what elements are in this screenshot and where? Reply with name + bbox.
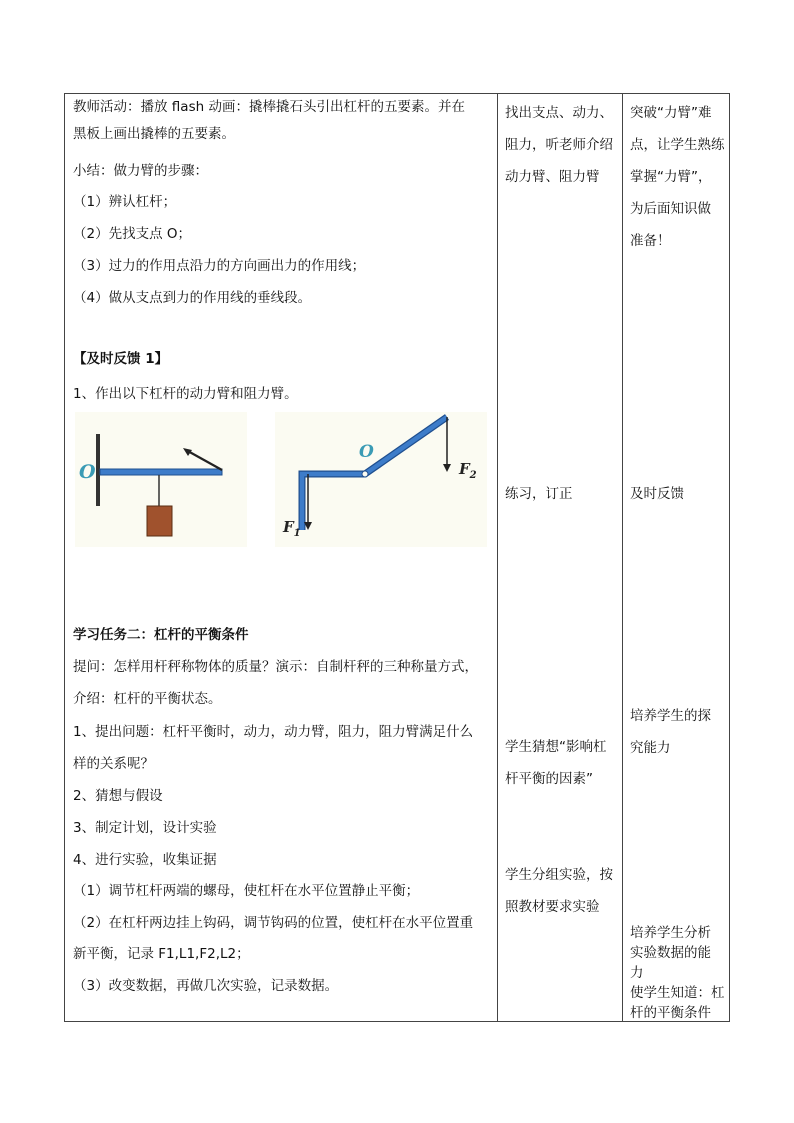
student-activity-d: 学生分组实验，按 [505, 867, 613, 883]
lever-bar [100, 469, 222, 475]
design-intent-a: 为后面知识做 [630, 201, 711, 217]
student-activity-a: 找出支点、动力、 [505, 105, 613, 121]
step-3: （3）过力的作用点沿力的方向画出力的作用线； [73, 258, 366, 274]
design-intent-d: 培养学生分析 [630, 925, 711, 941]
question: 提问：怎样用杆秤称物体的质量？演示：自制杆秤的三种称量方式， [73, 659, 478, 675]
teacher-activity: 教师活动：播放 flash 动画：撬棒撬石头引出杠杆的五要素。并在 [73, 99, 465, 115]
design-intent-d: 使学生知道：杠 [630, 985, 725, 1001]
summary-title: 小结：做力臂的步骤： [73, 163, 208, 179]
student-activity-c: 杆平衡的因素” [505, 771, 593, 787]
step-2: （2）先找支点 O； [73, 226, 192, 242]
weight-block [147, 506, 172, 536]
item-1-cont: 样的关系呢？ [73, 756, 154, 772]
lesson-table [64, 93, 730, 1022]
design-intent-d: 实验数据的能 [630, 945, 711, 961]
sub-step-1: （1）调节杠杆两端的螺母，使杠杆在水平位置静止平衡； [73, 883, 420, 899]
item-2: 2、猜想与假设 [73, 788, 163, 804]
student-activity-a: 动力臂、阻力臂 [505, 169, 600, 185]
item-4: 4、进行实验，收集证据 [73, 852, 217, 868]
pivot-label: O [79, 461, 96, 483]
wall [96, 434, 100, 506]
design-intent-a: 准备！ [630, 233, 671, 249]
force-1-label: $F_1$ [283, 518, 301, 539]
student-activity-column [497, 94, 622, 1021]
design-intent-c: 培养学生的探 [630, 708, 711, 724]
design-intent-column [622, 94, 731, 1021]
design-intent-d: 力 [630, 965, 644, 981]
question-cont: 介绍：杠杆的平衡状态。 [73, 691, 222, 707]
design-intent-c: 究能力 [630, 740, 671, 756]
teaching-content-column [65, 94, 497, 1021]
student-activity-a: 阻力，听老师介绍 [505, 137, 613, 153]
sub-step-3: （3）改变数据，再做几次实验，记录数据。 [73, 978, 339, 994]
item-3: 3、制定计划，设计实验 [73, 820, 217, 836]
design-intent-a: 点，让学生熟练 [630, 137, 725, 153]
force-2-label: $F_2$ [459, 460, 477, 481]
design-intent-a: 掌握“力臂”， [630, 169, 712, 185]
pivot-point [362, 471, 368, 477]
feedback-question: 1、作出以下杠杆的动力臂和阻力臂。 [73, 386, 298, 402]
lever-figure-1 [75, 412, 247, 547]
teacher-activity-cont: 黑板上画出撬棒的五要素。 [73, 126, 235, 142]
student-activity-d: 照教材要求实验 [505, 899, 600, 915]
item-1: 1、提出问题：杠杆平衡时，动力，动力臂，阻力，阻力臂满足什么 [73, 724, 474, 740]
lever-figure-2 [275, 412, 487, 547]
feedback-title: 【及时反馈 1】 [73, 351, 169, 367]
step-4: （4）做从支点到力的作用线的垂线段。 [73, 290, 312, 306]
student-activity-c: 学生猜想“影响杠 [505, 739, 607, 755]
step-1: （1）辨认杠杆； [73, 194, 177, 210]
sub-step-2-cont: 新平衡，记录 F1,L1,F2,L2； [73, 946, 250, 962]
design-intent-b: 及时反馈 [630, 486, 684, 502]
design-intent-d: 杆的平衡条件 [630, 1005, 711, 1021]
design-intent-a: 突破“力臂”难 [630, 105, 712, 121]
task2-title: 学习任务二：杠杆的平衡条件 [73, 627, 249, 643]
pivot-label: O [359, 442, 374, 462]
student-activity-b: 练习，订正 [505, 486, 573, 502]
sub-step-2: （2）在杠杆两边挂上钩码，调节钩码的位置，使杠杆在水平位置重 [73, 915, 474, 931]
